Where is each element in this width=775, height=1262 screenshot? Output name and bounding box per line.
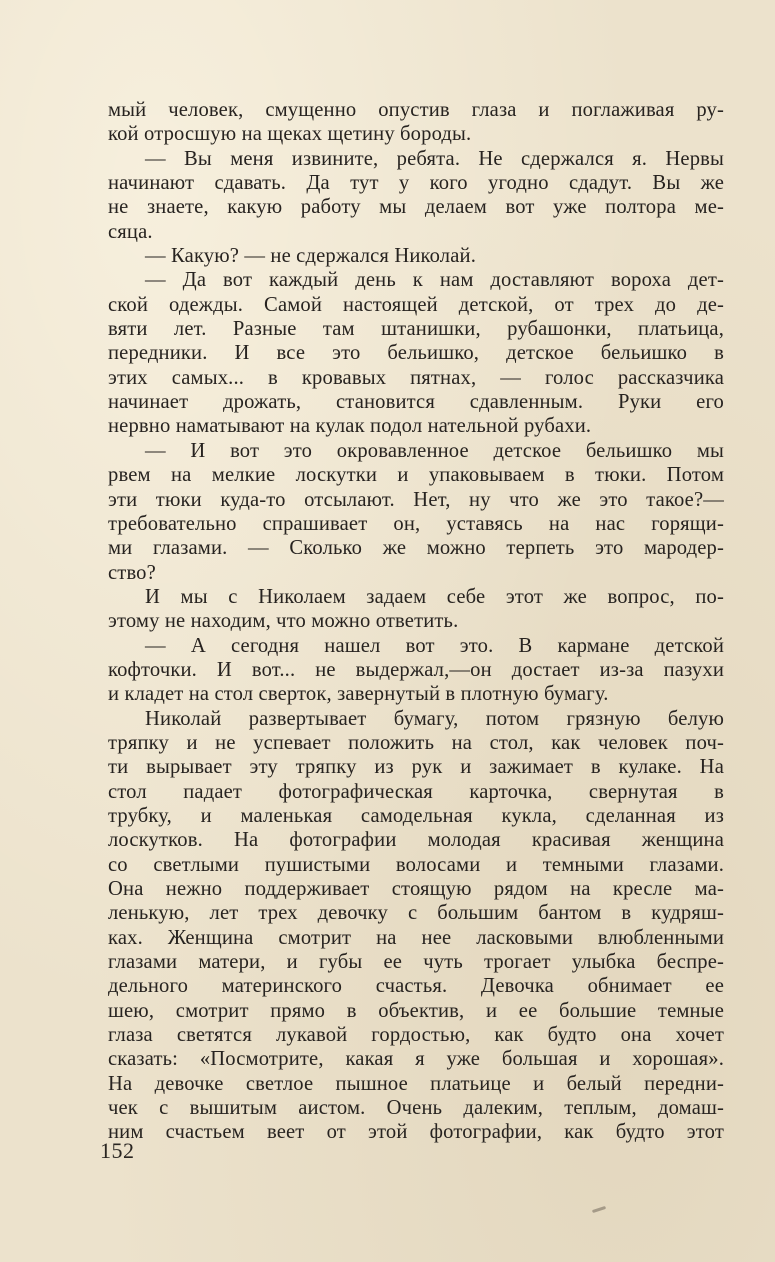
text-line: кой отросшую на щеках щетину бороды. xyxy=(108,123,472,146)
text-line: — Какую? — не сдержался Николай. xyxy=(145,245,476,268)
text-line: Она нежно поддерживает стоящую рядом на кресле ма- xyxy=(108,878,724,900)
text-line: начинают сдавать. Да тут у кого угодно сдадут. Вы же xyxy=(108,172,724,195)
text-line: не знаете, какую работу мы делаем вот уже полтора ме- xyxy=(108,196,724,219)
text-line: рвем на мелкие лоскутки и упаковываем в тюки. Потом xyxy=(108,464,724,487)
text-line: этих самых... в кровавых пятнах, — голос рассказчика xyxy=(108,366,724,389)
text-line: сказать: «Посмотрите, какая я уже большая и хорошая». xyxy=(108,1048,724,1071)
text-line: На девочке светлое пышное платьице и белый передни- xyxy=(108,1072,724,1095)
text-line: чек с вышитым аистом. Очень далеким, теплым, домаш- xyxy=(108,1097,724,1120)
paper-speck xyxy=(592,1206,606,1213)
text-line: нервно наматывают на кулак подол нательной рубахи. xyxy=(108,415,592,438)
text-line: дельного материнского счастья. Девочка обнимает ее xyxy=(108,975,724,998)
text-line: начинает дрожать, становится сдавленным. Руки его xyxy=(108,391,724,414)
text-line: сяца. xyxy=(108,220,153,243)
text-line: ленькую, лет трех девочку с большим бантом в кудряш- xyxy=(108,902,724,925)
text-line: — И вот это окровавленное детское бельишко мы xyxy=(145,439,724,462)
text-line: ках. Женщина смотрит на нее ласковыми влюбленными xyxy=(108,926,724,949)
text-line: требовательно спрашивает он, уставясь на нас горящи- xyxy=(108,512,724,535)
text-line: со светлыми пушистыми волосами и темными глазами. xyxy=(108,853,724,876)
text-line: трубку, и маленькая самодельная кукла, сделанная из xyxy=(108,804,724,827)
text-line: глаза светятся лукавой гордостью, как будто она хочет xyxy=(108,1024,724,1047)
text-line: шею, смотрит прямо в объектив, и ее большие темные xyxy=(108,999,724,1022)
text-line: ним счастьем веет от этой фотографии, как будто этот xyxy=(108,1121,724,1144)
text-line: и кладет на стол сверток, завернутый в плотную бумагу. xyxy=(108,683,609,706)
text-line: ми глазами. — Сколько же можно терпеть это мародер- xyxy=(108,537,724,560)
text-line: стол падает фотографическая карточка, свернутая в xyxy=(108,780,724,803)
text-line: тряпку и не успевает положить на стол, как человек поч- xyxy=(108,731,724,754)
page-number: 152 xyxy=(100,1138,135,1163)
body-text xyxy=(108,98,724,1145)
text-line: ской одежды. Самой настоящей детской, от трех до де- xyxy=(108,293,724,316)
text-line: мый человек, смущенно опустив глаза и поглаживая ру- xyxy=(108,99,724,121)
text-line: ти вырывает эту тряпку из рук и зажимает в кулаке. На xyxy=(108,756,724,779)
text-line: кофточки. И вот... не выдержал,—он достает из-за пазухи xyxy=(108,658,724,681)
text-line: — А сегодня нашел вот это. В кармане детской xyxy=(145,634,724,657)
text-line: этому не находим, что можно ответить. xyxy=(108,610,459,633)
text-line: вяти лет. Разные там штанишки, рубашонки, платьица, xyxy=(108,318,724,341)
text-line: эти тюки куда-то отсылают. Нет, ну что же это такое?— xyxy=(108,488,724,511)
text-line: Николай развертывает бумагу, потом грязную белую xyxy=(145,707,724,730)
text-line: лоскутков. На фотографии молодая красивая женщина xyxy=(108,829,724,852)
text-line: И мы с Николаем задаем себе этот же вопрос, по- xyxy=(145,585,724,608)
text-line: глазами матери, и губы ее чуть трогает улыбка беспре- xyxy=(108,951,724,974)
text-line: — Да вот каждый день к нам доставляют вороха дет- xyxy=(145,269,724,292)
text-line: — Вы меня извините, ребята. Не сдержался я. Нервы xyxy=(145,147,724,170)
text-line: передники. И все это бельишко, детское бельишко в xyxy=(108,342,724,365)
text-line: ство? xyxy=(108,561,156,584)
